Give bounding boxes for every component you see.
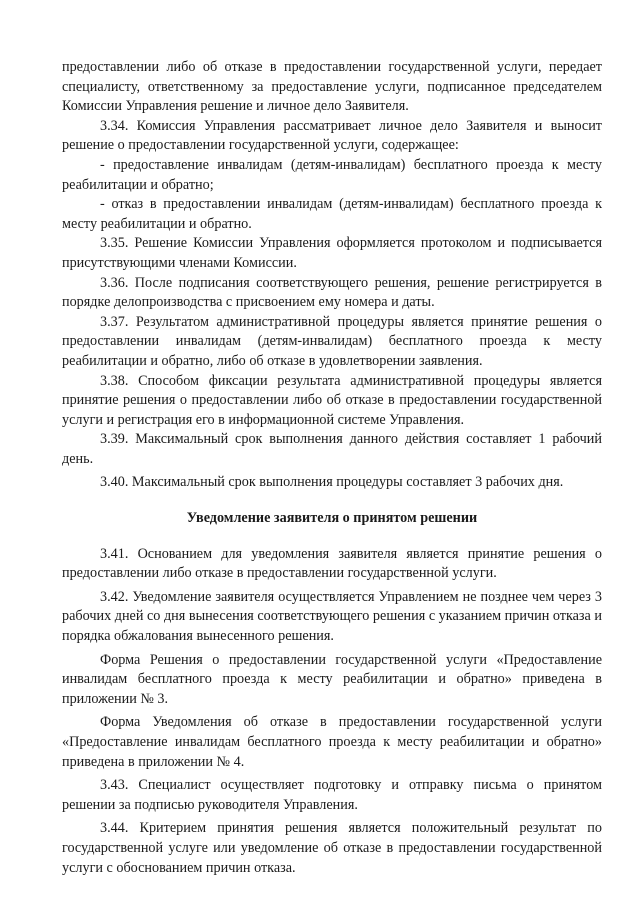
paragraph-form-refusal: Форма Уведомления об отказе в предоставлении государственной услуги «Предоставление инвалидам бесплатного проезда к месту реабилитации и обратно» приведена в приложении № 4.: [62, 714, 602, 770]
paragraph-3-39: 3.39. Максимальный срок выполнения данного действия составляет 1 рабочий день.: [62, 431, 602, 467]
paragraph-3-38: 3.38. Способом фиксации результата административной процедуры является принятие решения о предоставлении либо об отказе в предоставлении государственной услуги и регистрация его в информационной системе Управления.: [62, 372, 602, 428]
paragraph-form-decision: Форма Решения о предоставлении государственной услуги «Предоставление инвалидам бесплатного проезда к месту реабилитации и обратно» приведена в приложении № 3.: [62, 651, 602, 707]
paragraph-3-34: 3.34. Комиссия Управления рассматривает личное дело Заявителя и выносит решение о предоставлении государственной услуги, содержащее:: [62, 117, 602, 154]
paragraph-continuation: предоставлении либо об отказе в предоставлении государственной услуги, передает специалисту, ответственному за предоставление услуги, подписанное председателем Комиссии Управления решение и личное дело Заявителя.: [62, 59, 602, 115]
section-heading: Уведомление заявителя о принятом решении: [186, 510, 478, 527]
paragraph-3-35: 3.35. Решение Комиссии Управления оформляется протоколом и подписывается присутствующими членами Комиссии.: [62, 235, 602, 271]
paragraph-3-40: 3.40. Максимальный срок выполнения процедуры составляет 3 рабочих дня.: [100, 474, 564, 491]
paragraph-3-36: 3.36. После подписания соответствующего решения, решение регистрируется в порядке делопроизводства с присвоением ему номера и даты.: [62, 274, 602, 311]
document-page: [62, 58, 602, 878]
paragraph-3-42: 3.42. Уведомление заявителя осуществляется Управлением не позднее чем через 3 рабочих дней со дня вынесения соответствующего решения с указанием причин отказа и порядка обжалования вынесенного решения.: [62, 588, 602, 645]
paragraph-3-37: 3.37. Результатом административной процедуры является принятие решения о предоставлении инвалидам (детям-инвалидам) бесплатного проезда к месту реабилитации и обратно, либо об отказе в удовлетворении заявления.: [62, 313, 602, 369]
list-item-provide: - предоставление инвалидам (детям-инвалидам) бесплатного проезда к месту реабилитации и обратно;: [62, 156, 602, 193]
list-item-refuse: - отказ в предоставлении инвалидам (детям-инвалидам) бесплатного проезда к месту реабилитации и обратно.: [62, 196, 602, 232]
paragraph-3-43: 3.43. Специалист осуществляет подготовку и отправку письма о принятом решении за подписью руководителя Управления.: [62, 777, 602, 813]
paragraph-3-44: 3.44. Критерием принятия решения является положительный результат по государственной услуге или уведомление об отказе в предоставлении государственной услуги с обоснованием причин отказа.: [62, 820, 602, 876]
paragraph-3-41: 3.41. Основанием для уведомления заявителя является принятие решения о предоставлении либо отказе в предоставлении государственной услуги.: [62, 545, 602, 582]
